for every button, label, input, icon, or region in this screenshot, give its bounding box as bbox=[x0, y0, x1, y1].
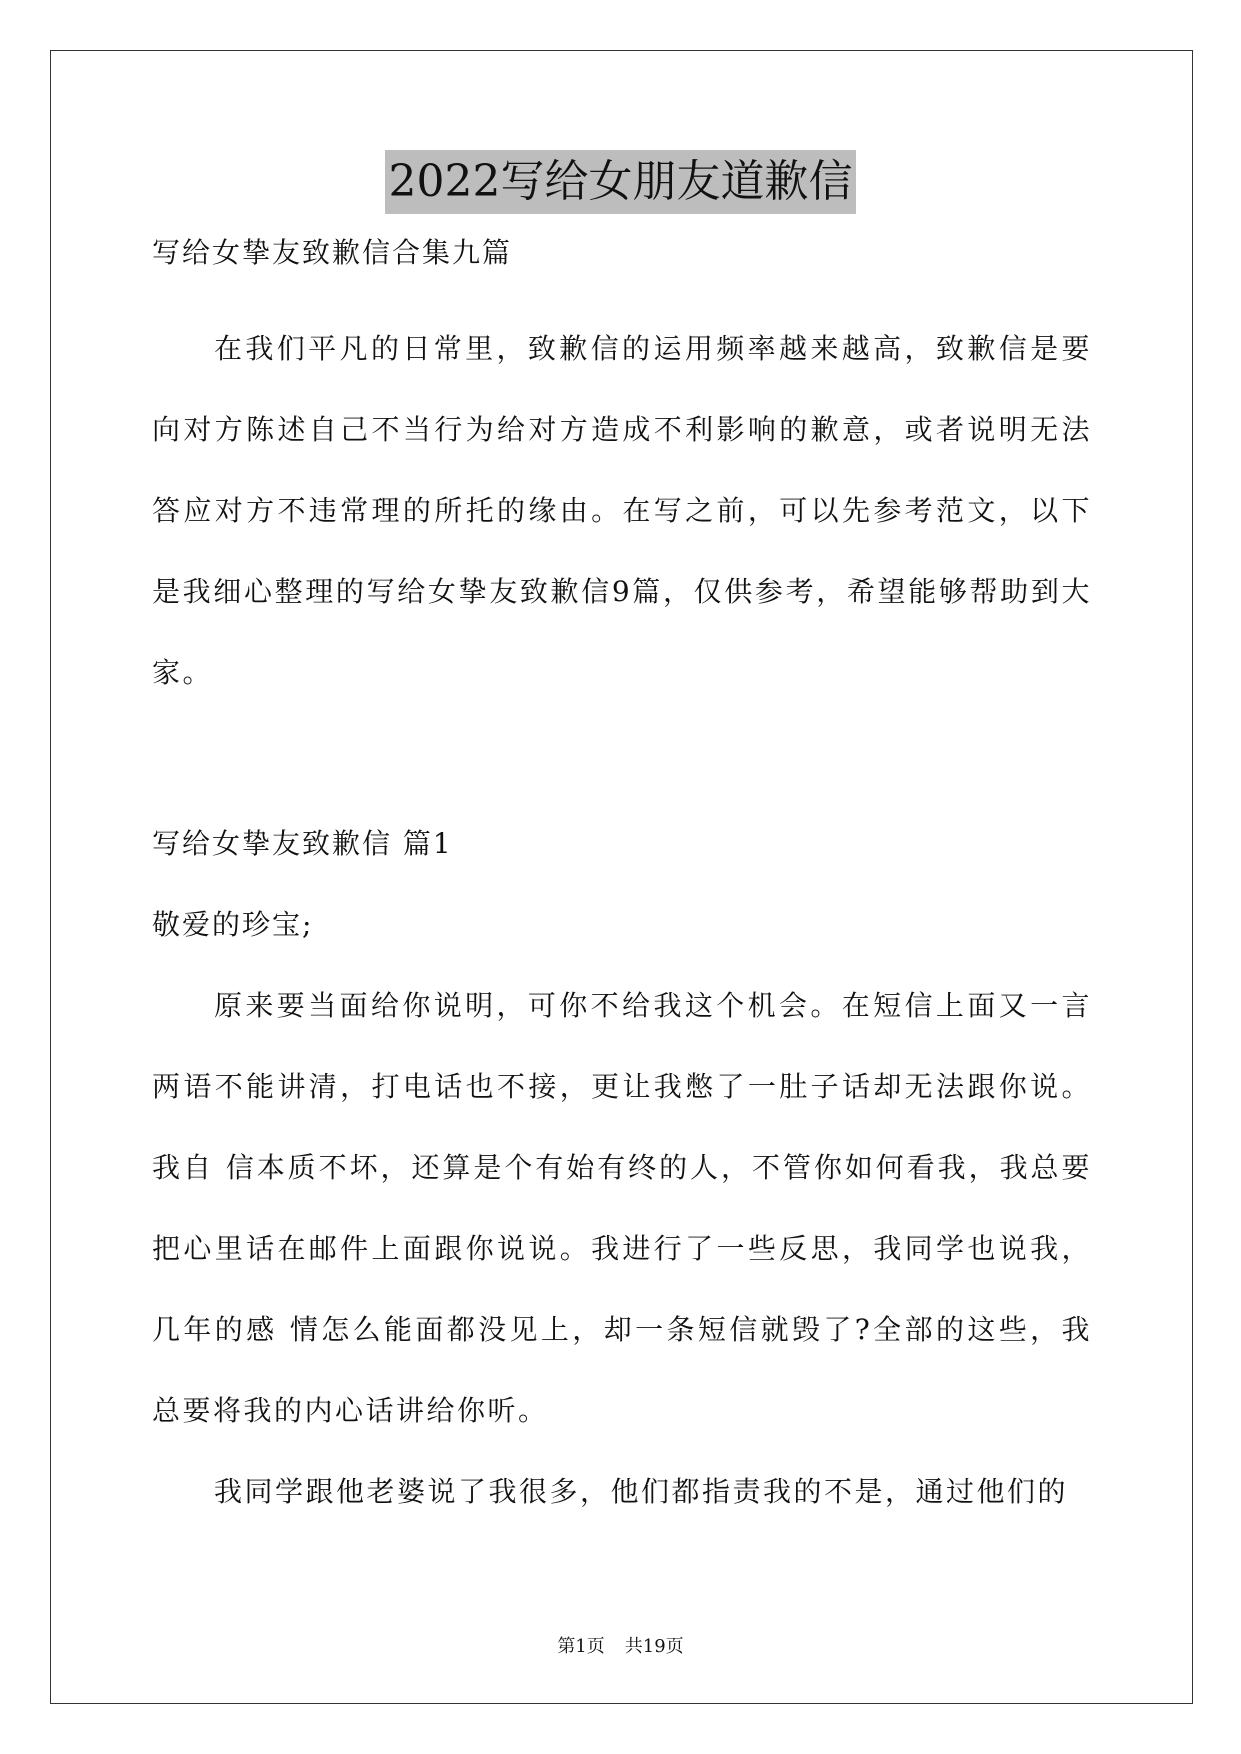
document-body bbox=[152, 228, 1092, 1532]
document-subtitle: 写给女挚友致歉信合集九篇 bbox=[152, 236, 513, 269]
spacer bbox=[152, 713, 1092, 803]
page-total: 共19页 bbox=[624, 1636, 684, 1657]
section-heading: 写给女挚友致歉信 篇1 bbox=[152, 827, 453, 860]
letter-salutation: 敬爱的珍宝; bbox=[152, 908, 314, 941]
page-footer bbox=[0, 1632, 1241, 1658]
body-paragraph: 我同学跟他老婆说了我很多，他们都指责我的不是，通过他们的 bbox=[214, 1475, 1069, 1508]
spacer bbox=[152, 278, 1092, 308]
intro-paragraph: 在我们平凡的日常里，致歉信的运用频率越来越高，致歉信是要向对方陈述自己不当行为给对方造成不利影响的歉意，或者说明无法答应对方不违常理的所托的缘由。在写之前，可以先参考范文，以下是我细心整理的写给女挚友致歉信9篇，仅供参考，希望能够帮助到大家。 bbox=[152, 332, 1092, 689]
body-paragraph: 原来要当面给你说明，可你不给我这个机会。在短信上面又一言两语不能讲清，打电话也不接，更让我憋了一肚子话却无法跟你说。我自 信本质不坏，还算是个有始有终的人，不管你如何看我，我总要把心里话在邮件上面跟你说说。我进行了一些反思，我同学也说我，几年的感 情怎么能面都没见上，却一条短信就毁了?全部的这些，我总要将我的内心话讲给你听。 bbox=[152, 989, 1092, 1427]
title-container bbox=[0, 150, 1241, 214]
document-title: 2022写给女朋友道歉信 bbox=[385, 150, 857, 214]
page-number: 第1页 bbox=[557, 1636, 605, 1657]
